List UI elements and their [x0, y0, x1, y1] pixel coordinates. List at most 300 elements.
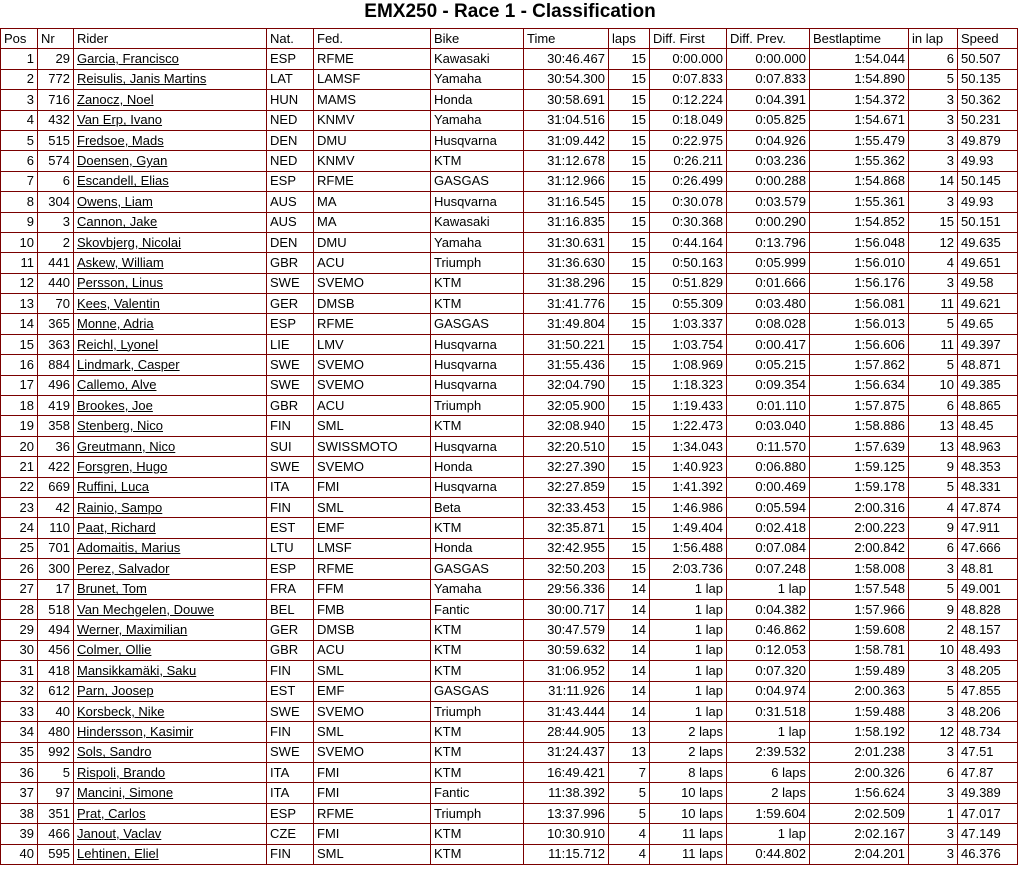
cell-diff-first: 1:08.969	[650, 355, 727, 375]
rider-link[interactable]: Zanocz, Noel	[77, 91, 154, 107]
cell-bestlaptime: 2:04.201	[810, 844, 909, 864]
table-row	[1, 49, 1018, 69]
cell-rider	[74, 803, 267, 823]
cell-diff-first: 10 laps	[650, 783, 727, 803]
cell-laps: 7	[609, 763, 650, 783]
cell-fed: FFM	[314, 579, 431, 599]
cell-laps: 14	[609, 661, 650, 681]
cell-bestlaptime: 1:56.010	[810, 253, 909, 273]
cell-pos: 6	[1, 151, 38, 171]
cell-nr: 365	[38, 314, 74, 334]
cell-speed: 49.651	[958, 253, 1018, 273]
cell-rider	[74, 436, 267, 456]
table-row	[1, 396, 1018, 416]
cell-speed: 50.231	[958, 110, 1018, 130]
cell-bike: KTM	[431, 661, 524, 681]
cell-diff-prev: 0:00.288	[727, 171, 810, 191]
cell-nat: ESP	[267, 314, 314, 334]
cell-nr: 669	[38, 477, 74, 497]
cell-diff-first: 0:26.499	[650, 171, 727, 191]
cell-bike: Triumph	[431, 253, 524, 273]
cell-speed: 49.001	[958, 579, 1018, 599]
cell-pos: 8	[1, 192, 38, 212]
cell-fed: FMI	[314, 783, 431, 803]
cell-speed: 48.206	[958, 701, 1018, 721]
rider-link[interactable]: Lindmark, Casper	[77, 356, 180, 372]
rider-link[interactable]: Kees, Valentin	[77, 295, 160, 311]
cell-diff-prev: 0:03.236	[727, 151, 810, 171]
cell-rider	[74, 763, 267, 783]
cell-bestlaptime: 1:54.852	[810, 212, 909, 232]
cell-pos: 21	[1, 457, 38, 477]
cell-nat: ESP	[267, 803, 314, 823]
cell-in-lap: 11	[909, 294, 958, 314]
cell-diff-prev: 0:44.802	[727, 844, 810, 864]
cell-bestlaptime: 2:00.326	[810, 763, 909, 783]
rider-link[interactable]: Escandell, Elias	[77, 173, 169, 189]
cell-diff-prev: 0:03.040	[727, 416, 810, 436]
cell-bike: Beta	[431, 497, 524, 517]
cell-laps: 15	[609, 457, 650, 477]
rider-link[interactable]: Hindersson, Kasimir	[77, 723, 194, 739]
cell-in-lap: 3	[909, 192, 958, 212]
cell-laps: 15	[609, 396, 650, 416]
cell-bestlaptime: 1:57.548	[810, 579, 909, 599]
table-row	[1, 171, 1018, 191]
cell-nr: 494	[38, 620, 74, 640]
cell-bestlaptime: 1:58.886	[810, 416, 909, 436]
rider-link[interactable]: Adomaitis, Marius	[77, 540, 181, 556]
cell-nat: ITA	[267, 763, 314, 783]
cell-in-lap: 3	[909, 661, 958, 681]
rider-link[interactable]: Prat, Carlos	[77, 805, 146, 821]
cell-rider	[74, 334, 267, 354]
cell-laps: 13	[609, 742, 650, 762]
cell-nr: 2	[38, 232, 74, 252]
cell-nr: 40	[38, 701, 74, 721]
col-fed: Fed.	[314, 29, 431, 49]
col-bestlaptime: Bestlaptime	[810, 29, 909, 49]
cell-laps: 15	[609, 110, 650, 130]
cell-bike: Husqvarna	[431, 355, 524, 375]
cell-time: 32:33.453	[524, 497, 609, 517]
rider-link[interactable]: Cannon, Jake	[77, 214, 158, 230]
cell-fed: DMU	[314, 130, 431, 150]
cell-laps: 15	[609, 416, 650, 436]
cell-speed: 48.493	[958, 640, 1018, 660]
cell-speed: 50.145	[958, 171, 1018, 191]
cell-laps: 14	[609, 620, 650, 640]
cell-fed: SVEMO	[314, 355, 431, 375]
cell-nr: 36	[38, 436, 74, 456]
cell-nat: SWE	[267, 273, 314, 293]
cell-laps: 15	[609, 90, 650, 110]
cell-pos: 7	[1, 171, 38, 191]
rider-link[interactable]: Ruffini, Luca	[77, 479, 150, 495]
cell-speed: 47.855	[958, 681, 1018, 701]
cell-bestlaptime: 2:01.238	[810, 742, 909, 762]
cell-nr: 595	[38, 844, 74, 864]
cell-fed: DMU	[314, 232, 431, 252]
cell-diff-prev: 0:01.666	[727, 273, 810, 293]
cell-time: 31:41.776	[524, 294, 609, 314]
cell-rider	[74, 69, 267, 89]
cell-fed: FMI	[314, 477, 431, 497]
cell-nat: GBR	[267, 253, 314, 273]
cell-time: 31:36.630	[524, 253, 609, 273]
cell-laps: 15	[609, 294, 650, 314]
cell-pos: 4	[1, 110, 38, 130]
cell-nat: ITA	[267, 783, 314, 803]
cell-laps: 14	[609, 579, 650, 599]
cell-diff-first: 1:49.404	[650, 518, 727, 538]
cell-nat: SWE	[267, 742, 314, 762]
header-row	[1, 29, 1018, 49]
cell-laps: 15	[609, 212, 650, 232]
cell-speed: 48.828	[958, 599, 1018, 619]
cell-diff-first: 1 lap	[650, 681, 727, 701]
cell-nr: 574	[38, 151, 74, 171]
cell-laps: 15	[609, 334, 650, 354]
cell-rider	[74, 294, 267, 314]
rider-link[interactable]: Stenberg, Nico	[77, 418, 163, 434]
cell-diff-prev: 0:07.084	[727, 538, 810, 558]
cell-diff-first: 11 laps	[650, 824, 727, 844]
cell-speed: 50.151	[958, 212, 1018, 232]
cell-diff-prev: 0:46.862	[727, 620, 810, 640]
cell-diff-prev: 0:04.382	[727, 599, 810, 619]
cell-bestlaptime: 2:00.316	[810, 497, 909, 517]
cell-in-lap: 12	[909, 232, 958, 252]
cell-laps: 15	[609, 355, 650, 375]
cell-rider	[74, 477, 267, 497]
rider-link[interactable]: Brookes, Joe	[77, 397, 153, 413]
cell-pos: 40	[1, 844, 38, 864]
cell-time: 31:12.678	[524, 151, 609, 171]
cell-diff-prev: 0:03.480	[727, 294, 810, 314]
rider-link[interactable]: Mansikkamäki, Saku	[77, 662, 197, 678]
cell-laps: 15	[609, 375, 650, 395]
cell-time: 32:50.203	[524, 559, 609, 579]
rider-link[interactable]: Reichl, Lyonel	[77, 336, 159, 352]
cell-bestlaptime: 1:56.048	[810, 232, 909, 252]
cell-time: 28:44.905	[524, 722, 609, 742]
cell-in-lap: 3	[909, 273, 958, 293]
cell-rider	[74, 192, 267, 212]
cell-nr: 992	[38, 742, 74, 762]
cell-laps: 15	[609, 49, 650, 69]
cell-diff-first: 1:03.754	[650, 334, 727, 354]
cell-in-lap: 3	[909, 90, 958, 110]
cell-rider	[74, 416, 267, 436]
cell-nr: 70	[38, 294, 74, 314]
cell-in-lap: 10	[909, 375, 958, 395]
rider-link[interactable]: Reisulis, Janis Martins	[77, 71, 207, 87]
rider-link[interactable]: Werner, Maximilian	[77, 622, 188, 638]
cell-rider	[74, 783, 267, 803]
rider-link[interactable]: Garcia, Francisco	[77, 51, 179, 67]
cell-rider	[74, 620, 267, 640]
cell-nr: 612	[38, 681, 74, 701]
cell-rider	[74, 130, 267, 150]
cell-diff-first: 0:26.211	[650, 151, 727, 171]
cell-pos: 12	[1, 273, 38, 293]
cell-time: 31:12.966	[524, 171, 609, 191]
cell-time: 31:09.442	[524, 130, 609, 150]
cell-bike: GASGAS	[431, 314, 524, 334]
cell-diff-prev: 0:31.518	[727, 701, 810, 721]
cell-fed: FMI	[314, 763, 431, 783]
page-title: EMX250 - Race 1 - Classification	[364, 1, 656, 22]
cell-nat: NED	[267, 151, 314, 171]
cell-in-lap: 9	[909, 599, 958, 619]
rider-link[interactable]: Parn, Joosep	[77, 683, 154, 699]
rider-link[interactable]: Rainio, Sampo	[77, 499, 163, 515]
cell-nr: 480	[38, 722, 74, 742]
cell-bike: Honda	[431, 90, 524, 110]
cell-bestlaptime: 1:56.176	[810, 273, 909, 293]
cell-pos: 24	[1, 518, 38, 538]
rider-link[interactable]: Skovbjerg, Nicolai	[77, 234, 182, 250]
cell-nr: 363	[38, 334, 74, 354]
cell-fed: SWISSMOTO	[314, 436, 431, 456]
rider-link[interactable]: Askew, William	[77, 254, 164, 270]
cell-pos: 10	[1, 232, 38, 252]
rider-link[interactable]: Sols, Sandro	[77, 744, 152, 760]
table-row	[1, 599, 1018, 619]
cell-bike: KTM	[431, 273, 524, 293]
cell-nr: 441	[38, 253, 74, 273]
cell-speed: 47.87	[958, 763, 1018, 783]
rider-link[interactable]: Brunet, Tom	[77, 581, 147, 597]
rider-link[interactable]: Van Erp, Ivano	[77, 112, 163, 128]
cell-nr: 884	[38, 355, 74, 375]
cell-laps: 15	[609, 518, 650, 538]
rider-link[interactable]: Owens, Liam	[77, 193, 153, 209]
table-row	[1, 803, 1018, 823]
table-row	[1, 640, 1018, 660]
table-row	[1, 579, 1018, 599]
cell-laps: 15	[609, 253, 650, 273]
cell-nat: LIE	[267, 334, 314, 354]
rider-link[interactable]: Paat, Richard	[77, 520, 156, 536]
cell-rider	[74, 171, 267, 191]
cell-nat: GBR	[267, 396, 314, 416]
cell-nat: LTU	[267, 538, 314, 558]
cell-bike: KTM	[431, 294, 524, 314]
cell-bike: Husqvarna	[431, 130, 524, 150]
cell-diff-first: 1:18.323	[650, 375, 727, 395]
cell-in-lap: 9	[909, 457, 958, 477]
cell-pos: 2	[1, 69, 38, 89]
cell-pos: 22	[1, 477, 38, 497]
cell-pos: 38	[1, 803, 38, 823]
col-bike: Bike	[431, 29, 524, 49]
cell-in-lap: 3	[909, 559, 958, 579]
cell-nat: EST	[267, 681, 314, 701]
cell-time: 31:55.436	[524, 355, 609, 375]
cell-bestlaptime: 1:54.671	[810, 110, 909, 130]
cell-speed: 48.865	[958, 396, 1018, 416]
cell-laps: 15	[609, 232, 650, 252]
cell-nr: 432	[38, 110, 74, 130]
cell-nat: ITA	[267, 477, 314, 497]
cell-time: 31:38.296	[524, 273, 609, 293]
cell-speed: 47.149	[958, 824, 1018, 844]
table-row	[1, 375, 1018, 395]
cell-laps: 14	[609, 640, 650, 660]
cell-pos: 39	[1, 824, 38, 844]
rider-link[interactable]: Persson, Linus	[77, 275, 163, 291]
table-row	[1, 294, 1018, 314]
rider-link[interactable]: Janout, Vaclav	[77, 825, 162, 841]
cell-nat: FIN	[267, 497, 314, 517]
cell-pos: 5	[1, 130, 38, 150]
cell-time: 32:27.859	[524, 477, 609, 497]
cell-fed: KNMV	[314, 151, 431, 171]
cell-nat: SWE	[267, 701, 314, 721]
cell-time: 16:49.421	[524, 763, 609, 783]
cell-laps: 5	[609, 803, 650, 823]
cell-pos: 11	[1, 253, 38, 273]
cell-nr: 110	[38, 518, 74, 538]
cell-diff-prev: 0:06.880	[727, 457, 810, 477]
cell-in-lap: 15	[909, 212, 958, 232]
cell-bike: Triumph	[431, 396, 524, 416]
cell-bestlaptime: 1:55.361	[810, 192, 909, 212]
cell-bestlaptime: 1:56.013	[810, 314, 909, 334]
cell-nr: 351	[38, 803, 74, 823]
cell-rider	[74, 640, 267, 660]
cell-bike: Husqvarna	[431, 477, 524, 497]
cell-pos: 33	[1, 701, 38, 721]
rider-link[interactable]: Monne, Adria	[77, 316, 154, 332]
cell-fed: MA	[314, 192, 431, 212]
cell-bike: KTM	[431, 640, 524, 660]
cell-bike: Yamaha	[431, 69, 524, 89]
cell-bike: GASGAS	[431, 559, 524, 579]
rider-link[interactable]: Mancini, Simone	[77, 785, 174, 801]
cell-in-lap: 5	[909, 69, 958, 89]
cell-pos: 16	[1, 355, 38, 375]
cell-rider	[74, 49, 267, 69]
rider-link[interactable]: Callemo, Alve	[77, 377, 157, 393]
cell-bike: Kawasaki	[431, 49, 524, 69]
cell-nat: FRA	[267, 579, 314, 599]
cell-fed: RFME	[314, 314, 431, 334]
cell-bestlaptime: 2:02.509	[810, 803, 909, 823]
cell-diff-first: 0:18.049	[650, 110, 727, 130]
cell-nr: 5	[38, 763, 74, 783]
cell-diff-first: 1 lap	[650, 599, 727, 619]
cell-pos: 36	[1, 763, 38, 783]
cell-diff-first: 0:50.163	[650, 253, 727, 273]
cell-diff-prev: 0:07.248	[727, 559, 810, 579]
cell-time: 31:30.631	[524, 232, 609, 252]
cell-diff-prev: 0:08.028	[727, 314, 810, 334]
cell-speed: 49.93	[958, 151, 1018, 171]
cell-bike: Husqvarna	[431, 375, 524, 395]
cell-pos: 13	[1, 294, 38, 314]
cell-nr: 515	[38, 130, 74, 150]
cell-time: 31:24.437	[524, 742, 609, 762]
cell-laps: 15	[609, 559, 650, 579]
rider-link[interactable]: Lehtinen, Eliel	[77, 846, 159, 862]
cell-laps: 15	[609, 69, 650, 89]
cell-pos: 1	[1, 49, 38, 69]
rider-link[interactable]: Fredsoe, Mads	[77, 132, 164, 148]
rider-link[interactable]: Van Mechgelen, Douwe	[77, 601, 215, 617]
table-row	[1, 130, 1018, 150]
cell-nr: 701	[38, 538, 74, 558]
col-laps: laps	[609, 29, 650, 49]
table-row	[1, 620, 1018, 640]
cell-rider	[74, 314, 267, 334]
cell-diff-prev: 0:07.833	[727, 69, 810, 89]
cell-bike: GASGAS	[431, 681, 524, 701]
table-row	[1, 314, 1018, 334]
cell-in-lap: 6	[909, 763, 958, 783]
cell-speed: 48.45	[958, 416, 1018, 436]
rider-link[interactable]: Rispoli, Brando	[77, 764, 166, 780]
cell-bike: Triumph	[431, 701, 524, 721]
cell-diff-first: 1 lap	[650, 620, 727, 640]
rider-link[interactable]: Doensen, Gyan	[77, 153, 168, 169]
cell-diff-prev: 0:13.796	[727, 232, 810, 252]
cell-diff-first: 1:19.433	[650, 396, 727, 416]
cell-fed: LMSF	[314, 538, 431, 558]
cell-laps: 15	[609, 171, 650, 191]
cell-diff-first: 1:56.488	[650, 538, 727, 558]
cell-nat: CZE	[267, 824, 314, 844]
cell-fed: LMV	[314, 334, 431, 354]
col-nat: Nat.	[267, 29, 314, 49]
cell-laps: 15	[609, 151, 650, 171]
cell-bestlaptime: 1:59.178	[810, 477, 909, 497]
cell-diff-prev: 0:00.417	[727, 334, 810, 354]
cell-speed: 49.93	[958, 192, 1018, 212]
cell-nat: FIN	[267, 416, 314, 436]
rider-link[interactable]: Forsgren, Hugo	[77, 458, 168, 474]
table-row	[1, 232, 1018, 252]
col-speed: Speed	[958, 29, 1018, 49]
cell-bestlaptime: 1:59.488	[810, 701, 909, 721]
cell-nat: NED	[267, 110, 314, 130]
table-row	[1, 722, 1018, 742]
rider-link[interactable]: Greutmann, Nico	[77, 438, 176, 454]
cell-bestlaptime: 1:54.044	[810, 49, 909, 69]
cell-time: 32:20.510	[524, 436, 609, 456]
cell-diff-prev: 0:11.570	[727, 436, 810, 456]
cell-nat: FIN	[267, 844, 314, 864]
table-row	[1, 701, 1018, 721]
rider-link[interactable]: Colmer, Ollie	[77, 642, 152, 658]
cell-nr: 418	[38, 661, 74, 681]
cell-nr: 6	[38, 171, 74, 191]
cell-pos: 30	[1, 640, 38, 660]
cell-diff-first: 0:22.975	[650, 130, 727, 150]
cell-rider	[74, 579, 267, 599]
cell-nr: 358	[38, 416, 74, 436]
cell-diff-prev: 0:05.825	[727, 110, 810, 130]
cell-bike: Triumph	[431, 803, 524, 823]
cell-bike: Husqvarna	[431, 192, 524, 212]
cell-speed: 49.389	[958, 783, 1018, 803]
rider-link[interactable]: Korsbeck, Nike	[77, 703, 165, 719]
cell-fed: KNMV	[314, 110, 431, 130]
rider-link[interactable]: Perez, Salvador	[77, 560, 170, 576]
cell-nat: BEL	[267, 599, 314, 619]
